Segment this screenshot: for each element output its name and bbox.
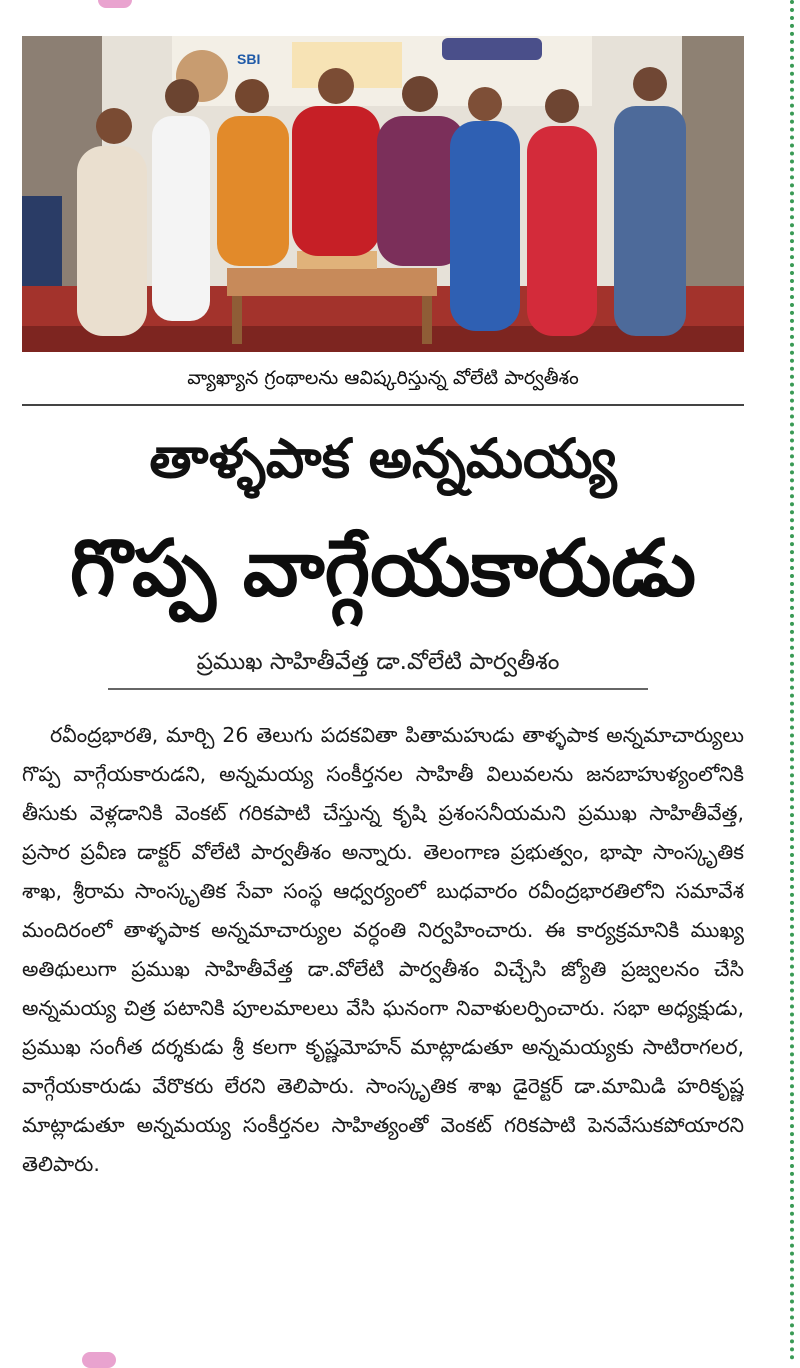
photo-caption: వ్యాఖ్యాన గ్రంథాలను ఆవిష్కరిస్తున్న వోలేటి పార్వతీశం	[187, 367, 579, 389]
caption-divider	[22, 404, 744, 406]
byline: ప్రముఖ సాహితీవేత్త డా.వోలేటి పార్వతీశం	[108, 640, 648, 690]
news-photo	[22, 36, 744, 352]
photo-illustration	[22, 36, 744, 352]
headline-line-2: గొప్ప వాగ్గేయకారుడు	[69, 524, 697, 614]
headline-line-1: తాళ్ళపాక అన్నమయ్య	[149, 427, 617, 490]
article-body: రవీంద్రభారతి, మార్చి 26 తెలుగు పదకవితా పితామహుడు తాళ్ళపాక అన్నమాచార్యులు గొప్ప వాగ్గేయకారుడని, అన్నమయ్య సంకీర్తనల సాహితీ విలువలను జనబాహుళ్యంలోనికి తీసుకు వెళ్లడానికి వెంకట్ గరికపాటి చేస్తున్న కృషి ప్రశంసనీయమని ప్రముఖ సాహితీవేత్త, ప్రసార ప్రవీణ డాక్టర్ వోలేటి పార్వతీశం అన్నారు. తెలంగాణ ప్రభుత్వం, భాషా సాంస్కృతిక శాఖ, శ్రీరామ సాంస్కృతిక సేవా సంస్థ ఆధ్వర్యంలో బుధవారం రవీంద్రభారతిలోని సమావేశ మందిరంలో తాళ్ళపాక అన్నమాచార్యుల వర్ధంతి నిర్వహించారు. ఈ కార్యక్రమానికి ముఖ్య అతిథులుగా ప్రముఖ సాహితీవేత్త డా.వోలేటి పార్వతీశం విచ్చేసి జ్యోతి ప్రజ్వలనం చేసి అన్నమయ్య చిత్ర పటానికి పూలమాలలు వేసి ఘనంగా నివాళులర్పించారు. సభా అధ్యక్షుడు, ప్రముఖ సంగీత దర్శకుడు శ్రీ కలగా కృష్ణమోహన్ మాట్లాడుతూ అన్నమయ్యకు సాటిరాగలర, వాగ్గేయకారుడు వేరొకరు లేరని తెలిపారు. సాంస్కృతిక శాఖ డైరెక్టర్ డా.మామిడి హరికృష్ణ మాట్లాడుతూ అన్నమయ్య సంకీర్తనల సాహిత్యంతో వెంకట్ గరికపాటి పెనవేసుకపోయారని తెలిపారు.	[22, 723, 744, 1176]
page-border-dotted	[790, 0, 794, 1361]
banner-sbi-text: SBI	[237, 51, 261, 67]
decorative-blob-top	[98, 0, 132, 8]
decorative-blob-bottom	[82, 1352, 116, 1368]
